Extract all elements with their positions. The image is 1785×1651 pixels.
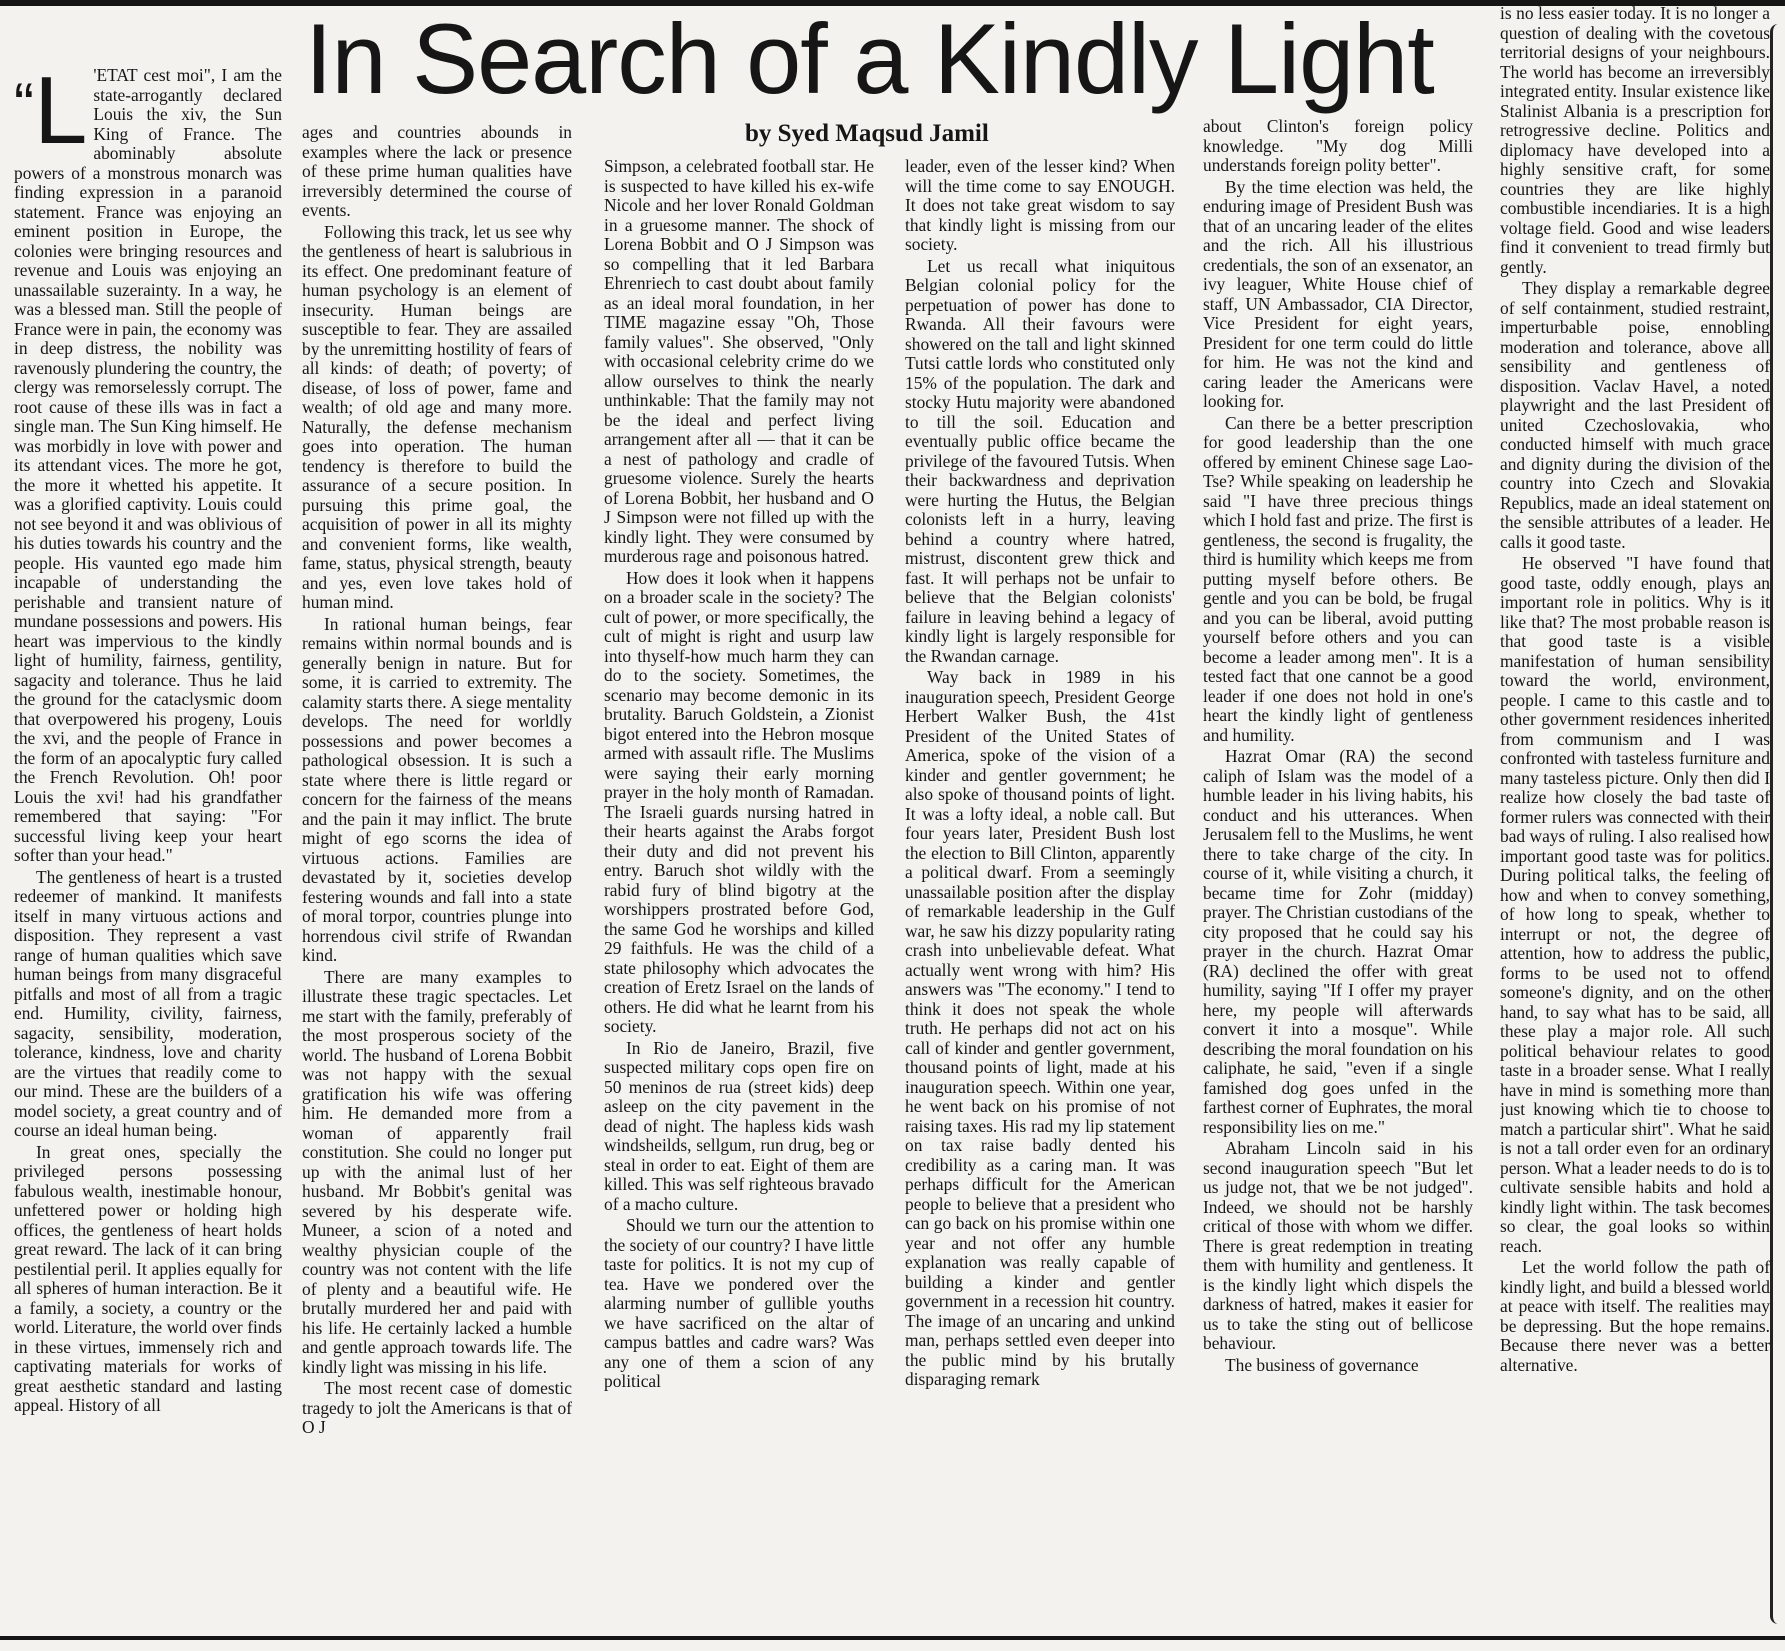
paragraph: Let us recall what iniquitous Belgian colonial policy for the perpetuation of power has done to Rwanda. All their favours were showered on the tall and light skinned Tutsi cattle lords who constituted only 15% of the population. The dark and stocky Hutu majority were abandoned to till the soil. Education and eventually public office became the privilege of the favoured Tutsis. When their backwardness and deprivation were hurting the Hutus, the Belgian colonists left in a hurry, leaving behind a country where hatred, mistrust, discontent grew thick and fast. It will perhaps not be unfair to believe that the Belgian colonists' failure in leaving behind a legacy of kindly light is largely responsible for the Rwandan carnage.: [905, 255, 1175, 666]
article-column-5: [1203, 117, 1473, 1628]
paragraph: There are many examples to illustrate these tragic spectacles. Let me start with the family, preferably of the most prosperous society of the world. The husband of Lorena Bobbit was not happy with the sexual gratification his wife was offering him. He demanded more from a woman of apparently frail constitution. She could no longer put up with the animal lust of her husband. Mr Bobbit's genital was severed by his desperate wife. Muneer, a scion of a noted and wealthy physician couple of the country was not content with the life of plenty and a beautiful wife. He brutally murdered her and paid with his life. He certainly lacked a humble and gentle approach towards life. The kindly light was missing in his life.: [302, 966, 572, 1377]
paragraph: Simpson, a celebrated football star. He is suspected to have killed his ex-wife Nicole and her lover Ronald Goldman in a gruesome manner. The shock of Lorena Bobbit and O J Simpson was so compelling that it led Barbara Ehrenriech to cast doubt about family as an ideal moral foundation, in her TIME magazine essay "Oh, Those family values". She observed, "Only with occasional celebrity crime do we allow ourselves to think the nearly unthinkable: That the family may not be the ideal and perfect living arrangement after all — that it can be a nest of pathology and cradle of gruesome violence. Surely the hearts of Lorena Bobbit, her husband and O J Simpson were not filled up with the kindly light. They were consumed by murderous rage and poisonous hatred.: [604, 157, 874, 566]
paragraph: about Clinton's foreign policy knowledge. "My dog Milli understands foreign polity better".: [1203, 117, 1473, 175]
paragraph: In rational human beings, fear remains within normal bounds and is generally benign in nature. But for some, it is carried to extremity. The calamity starts there. A siege mentality develops. The need for worldly possessions and power becomes a pathological obsession. It is such a state where there is little regard or concern for the fairness of the means and the pain it may inflict. The brute might of ego scorns the idea of virtuous actions. Families are devastated by it, societies develop festering wounds and fall into a state of moral torpor, countries plunge into horrendous civil strife of Rwandan kind.: [302, 613, 572, 965]
paragraph: ages and countries abounds in examples where the lack or presence of these prime human qualities have irreversibly determined the course of events.: [302, 123, 572, 220]
article-column-1: [14, 66, 282, 1628]
paragraph: By the time election was held, the enduring image of President Bush was that of an uncaring leader of the elites and the rich. All his illustrious credentials, the son of an exsenator, an ivy leaguer, White House chief of staff, UN Ambassador, CIA Director, Vice President for eight years, President for one term could do little for him. He was not the kind and caring leader the Americans were looking for.: [1203, 176, 1473, 411]
article-column-4: [905, 157, 1175, 1628]
paragraph: Should we turn our the attention to the society of our country? I have little taste for politics. It is not my cup of tea. Have we pondered over the alarming number of gullible youths we have sacrificed on the altar of campus battles and cadre wars? Was any one of them a scion of any political: [604, 1215, 874, 1391]
bottom-rule: [0, 1636, 1785, 1640]
paragraph: Hazrat Omar (RA) the second caliph of Islam was the model of a humble leader in his living habits, his conduct and his utterances. When Jerusalem fell to the Muslims, he went there to take charge of the city. In course of it, while visiting a church, it became time for Zohr (midday) prayer. The Christian custodians of the city proposed that he could say his prayer in the church. Hazrat Omar (RA) declined the offer with great humility, saying "If I offer my prayer here, my people will afterwards convert it into a mosque". While describing the moral foundation on his caliphate, he said, "even if a single famished dog goes unfed in the farthest corner of Euphrates, the moral responsibility lies on me.": [1203, 746, 1473, 1137]
paragraph: Can there be a better prescription for good leadership than the one offered by eminent Chinese sage Lao-Tse? While speaking on leadership he said "I have three precious things which I hold fast and prize. The first is gentleness, the second is frugality, the third is humility which keeps me from putting myself before others. Be gentle and you can be bold, be frugal and you can be liberal, avoid putting yourself before others and you can become a leader among men". It is a tested fact that one cannot be a good leader if one does not hold in one's heart the kindly light of gentleness and humility.: [1203, 412, 1473, 745]
paragraph: He observed "I have found that good taste, oddly enough, plays an important role in politics. Why is it like that? The most probable reason is that good taste is a visible manifestation of human sensibility toward the world, environment, people. I came to this castle and to other government residences inherited from communism and I was confronted with tasteless furniture and many tasteless picture. Only then did I realize how closely the bad taste of former rulers was connected with their bad ways of ruling. I also realised how important good taste was for politics. During political talks, the feeling of how and when to convey something, of how long to speak, whether to interrupt or not, the degree of attention, how to address the public, forms to be used not to offend someone's dignity, and on the other hand, to say what has to be said, all these play a major role. All such political behaviour relates to good taste in a broader sense. What I really have in mind is something more than just knowing which tie to choose to match a particular shirt". What he said is not a tall order even for an ordinary person. What a leader needs to do is to cultivate sensible habits and hold a kindly light within. The task becomes so clear, the goal looks so within reach.: [1500, 553, 1770, 1256]
article-column-6: [1500, 4, 1770, 1628]
paragraph: Way back in 1989 in his inauguration speech, President George Herbert Walker Bush, the 41st President of the United States of America, spoke of the vision of a kinder and gentler government; he also spoke of thousand points of light. It was a lofty ideal, a noble call. But four years later, President Bush lost the election to Bill Clinton, apparently a political dwarf. From a seemingly unassailable position after the display of remarkable leadership in the Gulf war, he saw his dizzy popularity rating crash into unbelievable defeat. What actually went wrong with him? His answers was "The economy." I tend to think it does not speak the whole truth. He perhaps did not act on his call of kinder and gentler government, thousand points of light, made at his inauguration speech. Within one year, he went back on his promise of not raising taxes. His rad my lip statement on tax raise badly dented his credibility as a caring man. It was perhaps difficult for the American people to believe that a president who can go back on his promise within one year and not offer any humble explanation was really capable of building a kinder and gentler government in a recession hit country. The image of an uncaring and unkind man, perhaps settled even deeper into the public mind by his brutally disparaging remark: [905, 667, 1175, 1389]
paragraph: Abraham Lincoln said in his second inauguration speech "But let us judge not, that we be not judged". Indeed, we should not be harshly critical of those with whom we differ. There is great redemption in treating them with humility and gentleness. It is the kindly light which dispels the darkness of hatred, makes it easier for us to take the sting out of bellicose behaviour.: [1203, 1138, 1473, 1353]
byline: by Syed Maqsud Jamil: [745, 120, 989, 147]
paragraph: Following this track, let us see why the gentleness of heart is salubrious in its effect. One predominant feature of human psychology is an element of insecurity. Human beings are susceptible to fear. They are assailed by the unremitting hostility of fears of all kinds: of death; of poverty; of disease, of loss of power, fame and wealth; of old age and many more. Naturally, the defense mechanism goes into operation. The human tendency is therefore to build the assurance of a secure position. In pursuing this prime goal, the acquisition of power in all its mighty and convenient forms, like wealth, fame, status, physical strength, beauty and yes, even love takes hold of human mind.: [302, 221, 572, 612]
article-column-3: [604, 157, 874, 1628]
drop-cap: “ L: [14, 66, 87, 150]
headline: In Search of a Kindly Light: [305, 3, 1434, 114]
article-column-2: [302, 123, 572, 1628]
paragraph: They display a remarkable degree of self containment, studied restraint, imperturbable poise, ennobling moderation and tolerance, above all sensibility and gentleness of disposition. Vaclav Havel, a noted playwright and the last President of united Czechoslovakia, who conducted himself with much grace and dignity during the division of the country into Czech and Slovakia Republics, made an ideal statement on the sensible attributes of a leader. He calls it good taste.: [1500, 278, 1770, 552]
paragraph: is no less easier today. It is no longer a question of dealing with the covetous territorial designs of your neighbours. The world has become an irreversibly integrated entity. Insular existence like Stalinist Albania is a prescription for retrogressive decline. Politics and diplomacy have developed into a highly sensitive craft, for some countries they are like highly combustible incendiaries. It is a high voltage field. Good and wise leaders find it convenient to tread firmly but gently.: [1500, 4, 1770, 277]
paragraph: The business of governance: [1225, 1354, 1419, 1375]
paragraph: How does it look when it happens on a broader scale in the society? The cult of power, or more specifically, the cult of might is right and usurp law into thyself-how much harm they can do to the society. Sometimes, the scenario may become demonic in its brutality. Baruch Goldstein, a Zionist bigot entered into the Hebron mosque armed with assault rifle. The Muslims were saying their early morning prayer in the holy month of Ramadan. The Israeli guards nursing hatred in their hearts against the Arabs forgot their duty and did not prevent his entry. Baruch shot wildly with the rabid fury of blind bigotry at the worshippers prostrated before God, the same God he worships and killed 29 faithfuls. He was the child of a state philosophy which advocates the creation of Eretz Israel on the lands of others. He did what he learnt from his society.: [604, 567, 874, 1036]
paragraph: leader, even of the lesser kind? When will the time come to say ENOUGH. It does not take great wisdom to say that kindly light is missing from our society.: [905, 157, 1175, 254]
paragraph: The gentleness of heart is a trusted redeemer of mankind. It manifests itself in many virtuous actions and disposition. They represent a vast range of human qualities which save human beings from many disgraceful pitfalls and most of all from a tragic end. Humility, civility, fairness, sagacity, sensibility, moderation, tolerance, kindness, love and charity are the virtues that readily come to our mind. These are the builders of a model society, a great country and of course an ideal human being.: [14, 866, 282, 1140]
page-edge-clip: [1770, 24, 1785, 1624]
paragraph: In great ones, specially the privileged persons possessing fabulous wealth, inestimable honour, unfettered power or holding high offices, the gentleness of heart holds great reward. The lack of it can bring pestilential peril. It applies equally for all spheres of human interaction. Be it a family, a society, a country or the world. Literature, the world over finds in these virtues, immensely rich and captivating materials for works of great aesthetic standard and lasting appeal. History of all: [14, 1141, 282, 1415]
paragraph: The most recent case of domestic tragedy to jolt the Americans is that of O J: [302, 1378, 572, 1437]
paragraph: 'ETAT cest moi", I am the state-arrogantly declared Louis the xiv, the Sun King of France. The abominably absolute powers of a monstrous monarch was finding expression in a paranoid statement. France was enjoying an eminent position in Europe, the colonies were bringing resources and revenue and Louis was enjoying an unassailable suzerainty. In a way, he was a blessed man. Still the people of France were in pain, the economy was in deep distress, the nobility was ravenously plundering the country, the clergy was remorselessly corrupt. The root cause of these ills was in fact a single man. The Sun King himself. He was morbidly in love with power and its attendant vices. The more he got, the more it whetted his appetite. It was a glorified captivity. Louis could not see beyond it and was oblivious of his duties towards his country and the people. His vaunted ego made him incapable of understanding the perishable and transient nature of mundane possessions and powers. His heart was impervious to the kindly light of humility, fairness, gentility, sagacity and tolerance. Thus he laid the ground for the cataclysmic doom that overpowered his progeny, Louis the xvi, and the people of France in the form of an apocalyptic fury called the French Revolution. Oh! poor Louis the xvi! had his grandfather remembered that saying: "For successful living keep your heart softer than your head.": [14, 66, 282, 865]
paragraph: Let the world follow the path of kindly light, and build a blessed world at peace with itself. The realities may be depressing. But the hope remains. Because there never was a better alternative.: [1500, 1257, 1770, 1375]
paragraph: In Rio de Janeiro, Brazil, five suspected military cops open fire on 50 meninos de rua (street kids) deep asleep on the city pavement in the dead of night. The hapless kids wash windsheilds, sellgum, run drug, beg or steal in order to eat. Eight of them are killed. This was self righteous bravado of a macho culture.: [604, 1037, 874, 1214]
